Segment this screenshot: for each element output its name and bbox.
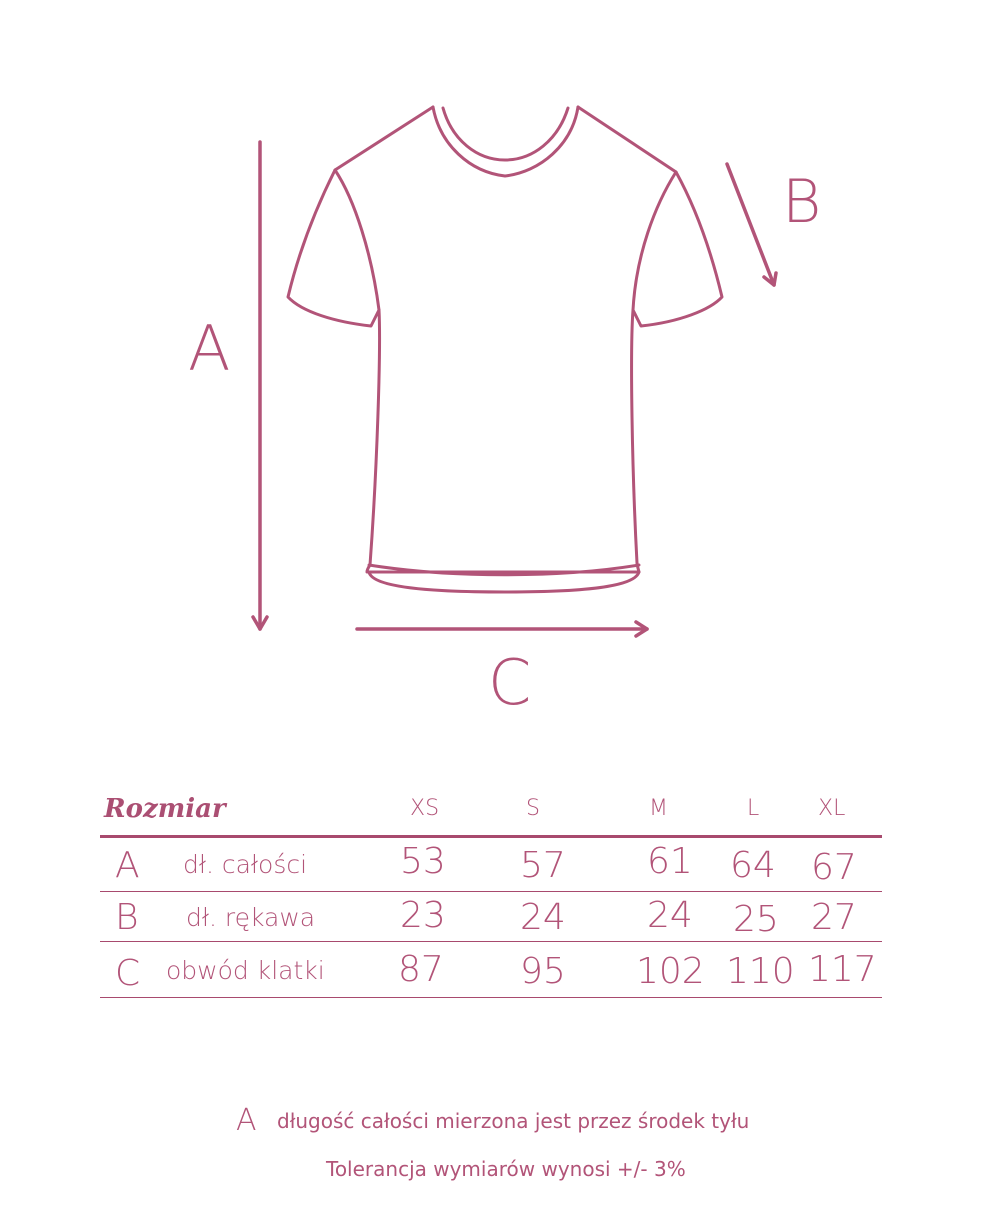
table-row-rule	[100, 891, 882, 892]
collar-inner	[443, 108, 568, 160]
size-header-l: L	[747, 796, 760, 821]
row-b-value-l: 25	[733, 899, 779, 940]
row-a-value-m: 61	[647, 841, 693, 882]
row-b-value-xs: 23	[400, 895, 446, 936]
row-b-label: dł. rękawa	[186, 903, 316, 932]
row-c-letter: C	[115, 953, 141, 994]
note-letter: A	[236, 1103, 257, 1138]
arrow-b-line	[727, 164, 774, 285]
left-shoulder-seam	[335, 170, 379, 310]
row-c-value-s: 95	[520, 951, 566, 992]
row-b-letter: B	[115, 897, 139, 938]
row-c-value-l: 110	[726, 951, 795, 992]
collar-outer	[433, 107, 578, 176]
size-header-s: S	[526, 796, 540, 821]
row-c-value-m: 102	[636, 951, 705, 992]
row-c-value-xl: 117	[808, 949, 877, 990]
measurement-label-c: C	[488, 646, 532, 719]
measurement-label-b: B	[782, 167, 822, 237]
right-shoulder-seam	[633, 172, 676, 310]
row-a-value-s: 57	[520, 845, 566, 886]
size-header-xl: XL	[818, 796, 846, 821]
row-a-value-l: 64	[730, 845, 776, 886]
row-b-value-xl: 27	[811, 897, 857, 938]
table-row-rule	[100, 941, 882, 942]
tolerance-note: Tolerancja wymiarów wynosi +/- 3%	[326, 1157, 686, 1181]
size-header-xs: XS	[410, 796, 440, 821]
row-b-value-m: 24	[647, 895, 693, 936]
row-a-label: dł. całości	[183, 850, 308, 879]
row-c-label: obwód klatki	[166, 956, 325, 985]
note-text: długość całości mierzona jest przez środek tyłu	[277, 1109, 750, 1133]
table-bottom-rule	[100, 997, 882, 998]
measurement-label-a: A	[188, 312, 231, 385]
row-a-letter: A	[115, 845, 140, 886]
row-c-value-xs: 87	[398, 949, 444, 990]
table-header-rule	[100, 835, 882, 838]
size-header-m: M	[649, 796, 668, 821]
row-b-value-s: 24	[520, 897, 566, 938]
size-table-title: Rozmiar	[104, 794, 226, 824]
row-a-value-xl: 67	[811, 847, 857, 888]
row-a-value-xs: 53	[400, 841, 446, 882]
